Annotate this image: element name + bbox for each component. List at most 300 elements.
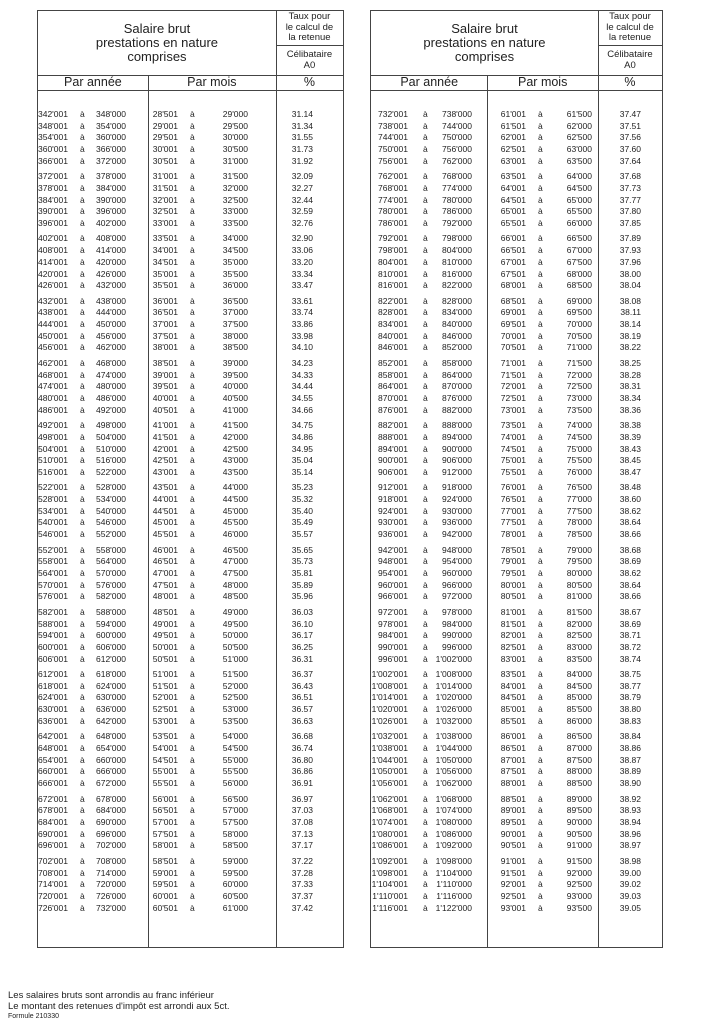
month-to: 29'500 — [222, 120, 248, 131]
month-from: 86'001 — [500, 731, 526, 742]
rate-percent: 38.75 — [619, 669, 641, 680]
separator: à — [423, 669, 428, 680]
year-from: 354'001 — [38, 132, 68, 143]
rate-percent: 36.43 — [291, 680, 313, 691]
separator: à — [190, 579, 195, 590]
separator: à — [423, 194, 428, 205]
year-to: 690'000 — [96, 816, 126, 827]
rate-percent: 32.44 — [291, 194, 313, 205]
month-to: 66'000 — [566, 217, 592, 228]
month-to: 60'000 — [222, 879, 248, 890]
header-gross-salary: Salaire brut prestations en nature comprises — [371, 11, 599, 75]
year-from: 450'001 — [38, 330, 68, 341]
year-to: 588'000 — [96, 606, 126, 617]
separator: à — [423, 505, 428, 516]
month-to: 67'500 — [566, 256, 592, 267]
rate-percent: 31.73 — [291, 144, 313, 155]
separator: à — [423, 295, 428, 306]
separator: à — [423, 342, 428, 353]
year-to: 1'050'000 — [435, 754, 472, 765]
year-from: 942'001 — [378, 544, 408, 555]
month-from: 81'001 — [500, 606, 526, 617]
month-to: 76'000 — [566, 466, 592, 477]
year-to: 924'000 — [442, 494, 472, 505]
separator: à — [190, 319, 195, 330]
separator: à — [80, 280, 85, 291]
rate-percent: 31.34 — [291, 120, 313, 131]
month-to: 60'500 — [222, 890, 248, 901]
month-from: 59'501 — [152, 879, 178, 890]
table-row — [371, 280, 662, 292]
separator: à — [80, 591, 85, 602]
table-row — [38, 432, 343, 444]
month-to: 32'000 — [222, 182, 248, 193]
table-row — [38, 856, 343, 868]
month-to: 55'000 — [222, 754, 248, 765]
separator: à — [190, 680, 195, 691]
separator: à — [80, 256, 85, 267]
separator: à — [423, 482, 428, 493]
rate-percent: 38.66 — [619, 591, 641, 602]
year-from: 1'008'001 — [371, 680, 408, 691]
rate-percent: 38.69 — [619, 556, 641, 567]
separator: à — [538, 591, 543, 602]
month-to: 83'000 — [566, 641, 592, 652]
rate-percent: 38.60 — [619, 494, 641, 505]
table-row — [371, 405, 662, 417]
separator: à — [190, 256, 195, 267]
year-from: 390'001 — [38, 206, 68, 217]
year-from: 846'001 — [378, 342, 408, 353]
month-from: 42'501 — [152, 455, 178, 466]
month-to: 51'500 — [222, 669, 248, 680]
table-row — [38, 766, 343, 778]
month-from: 64'501 — [500, 194, 526, 205]
row-group — [38, 794, 343, 852]
month-from: 54'001 — [152, 743, 178, 754]
month-to: 36'000 — [222, 280, 248, 291]
table-row — [371, 393, 662, 405]
year-from: 930'001 — [378, 517, 408, 528]
year-to: 894'000 — [442, 431, 472, 442]
rate-percent: 37.80 — [619, 206, 641, 217]
table-row — [371, 903, 662, 915]
rate-percent: 38.69 — [619, 618, 641, 629]
month-to: 43'000 — [222, 455, 248, 466]
year-from: 888'001 — [378, 431, 408, 442]
month-to: 77'000 — [566, 494, 592, 505]
separator: à — [190, 132, 195, 143]
month-to: 78'000 — [566, 517, 592, 528]
rate-percent: 38.71 — [619, 630, 641, 641]
year-to: 396'000 — [96, 206, 126, 217]
row-group — [38, 109, 343, 167]
separator: à — [423, 245, 428, 256]
table-row — [38, 455, 343, 467]
year-from: 540'001 — [38, 517, 68, 528]
separator: à — [423, 867, 428, 878]
separator: à — [190, 855, 195, 866]
table-row — [371, 517, 662, 529]
year-from: 384'001 — [38, 194, 68, 205]
month-to: 71'000 — [566, 342, 592, 353]
separator: à — [538, 357, 543, 368]
year-from: 342'001 — [38, 109, 68, 119]
separator: à — [538, 731, 543, 742]
month-from: 85'001 — [500, 704, 526, 715]
year-from: 690'001 — [38, 828, 68, 839]
month-to: 78'500 — [566, 529, 592, 540]
separator: à — [538, 828, 543, 839]
row-group — [371, 296, 662, 354]
separator: à — [80, 680, 85, 691]
month-from: 41'501 — [152, 431, 178, 442]
separator: à — [423, 109, 428, 119]
separator: à — [423, 778, 428, 789]
year-from: 624'001 — [38, 692, 68, 703]
table-row — [371, 132, 662, 144]
table-row — [371, 257, 662, 269]
rate-percent: 38.43 — [619, 443, 641, 454]
separator: à — [538, 256, 543, 267]
month-to: 70'500 — [566, 330, 592, 341]
separator: à — [80, 579, 85, 590]
table-row — [371, 245, 662, 257]
month-to: 87'500 — [566, 754, 592, 765]
month-to: 61'500 — [566, 109, 592, 119]
rate-percent: 37.37 — [291, 890, 313, 901]
table-row — [371, 156, 662, 168]
year-to: 372'000 — [96, 155, 126, 166]
row-group — [371, 545, 662, 603]
year-from: 726'001 — [38, 902, 68, 913]
table-row — [38, 331, 343, 343]
year-from: 408'001 — [38, 245, 68, 256]
table-row — [38, 467, 343, 479]
separator: à — [423, 579, 428, 590]
rate-percent: 38.98 — [619, 855, 641, 866]
month-from: 43'001 — [152, 466, 178, 477]
separator: à — [423, 805, 428, 816]
year-from: 414'001 — [38, 256, 68, 267]
month-to: 91'500 — [566, 855, 592, 866]
table-row — [371, 144, 662, 156]
month-to: 92'000 — [566, 867, 592, 878]
month-from: 38'501 — [152, 357, 178, 368]
rate-percent: 37.03 — [291, 805, 313, 816]
year-to: 654'000 — [96, 743, 126, 754]
year-to: 978'000 — [442, 606, 472, 617]
year-to: 762'000 — [442, 155, 472, 166]
rate-percent: 38.89 — [619, 766, 641, 777]
month-to: 77'500 — [566, 505, 592, 516]
separator: à — [190, 342, 195, 353]
rate-percent: 37.64 — [619, 155, 641, 166]
year-to: 1'008'000 — [435, 669, 472, 680]
separator: à — [190, 556, 195, 567]
separator: à — [423, 754, 428, 765]
year-from: 1'032'001 — [371, 731, 408, 742]
month-from: 88'001 — [500, 778, 526, 789]
footer-notes — [8, 990, 230, 1021]
year-to: 384'000 — [96, 182, 126, 193]
month-from: 61'001 — [500, 109, 526, 119]
table-row — [38, 506, 343, 518]
rate-percent: 37.93 — [619, 245, 641, 256]
separator: à — [80, 342, 85, 353]
year-to: 774'000 — [442, 182, 472, 193]
month-from: 82'001 — [500, 630, 526, 641]
rate-percent: 39.05 — [619, 902, 641, 913]
table-row — [38, 545, 343, 557]
year-to: 666'000 — [96, 766, 126, 777]
month-to: 64'000 — [566, 171, 592, 182]
month-from: 74'501 — [500, 443, 526, 454]
year-to: 1'032'000 — [435, 715, 472, 726]
month-from: 90'501 — [500, 840, 526, 851]
year-to: 852'000 — [442, 342, 472, 353]
rate-percent: 39.03 — [619, 890, 641, 901]
separator: à — [80, 828, 85, 839]
year-to: 804'000 — [442, 245, 472, 256]
rate-percent: 33.47 — [291, 280, 313, 291]
month-to: 53'000 — [222, 704, 248, 715]
table-row — [38, 132, 343, 144]
table-row — [371, 817, 662, 829]
table-row — [38, 370, 343, 382]
year-from: 1'068'001 — [371, 805, 408, 816]
separator: à — [80, 455, 85, 466]
table-row — [371, 381, 662, 393]
table-row — [371, 195, 662, 207]
separator: à — [423, 828, 428, 839]
rate-percent: 36.37 — [291, 669, 313, 680]
separator: à — [190, 307, 195, 318]
month-to: 93'500 — [566, 902, 592, 913]
table-row — [371, 669, 662, 681]
year-to: 420'000 — [96, 256, 126, 267]
separator: à — [423, 155, 428, 166]
separator: à — [80, 793, 85, 804]
month-to: 41'000 — [222, 404, 248, 415]
row-group — [38, 171, 343, 229]
month-from: 53'001 — [152, 715, 178, 726]
rate-percent: 34.33 — [291, 369, 313, 380]
table-row — [38, 903, 343, 915]
month-to: 29'000 — [222, 109, 248, 119]
year-to: 480'000 — [96, 381, 126, 392]
month-to: 52'500 — [222, 692, 248, 703]
year-from: 438'001 — [38, 307, 68, 318]
month-from: 85'501 — [500, 715, 526, 726]
separator: à — [423, 171, 428, 182]
separator: à — [423, 529, 428, 540]
month-from: 66'501 — [500, 245, 526, 256]
year-to: 840'000 — [442, 319, 472, 330]
separator: à — [190, 109, 195, 119]
month-to: 38'500 — [222, 342, 248, 353]
month-from: 52'501 — [152, 704, 178, 715]
month-from: 40'501 — [152, 404, 178, 415]
year-from: 1'050'001 — [371, 766, 408, 777]
separator: à — [538, 404, 543, 415]
month-from: 49'501 — [152, 630, 178, 641]
separator: à — [80, 132, 85, 143]
separator: à — [423, 307, 428, 318]
month-to: 39'000 — [222, 357, 248, 368]
year-from: 786'001 — [378, 217, 408, 228]
month-to: 55'500 — [222, 766, 248, 777]
year-to: 1'020'000 — [435, 692, 472, 703]
month-from: 56'501 — [152, 805, 178, 816]
rate-percent: 34.10 — [291, 342, 313, 353]
rate-percent: 38.62 — [619, 505, 641, 516]
year-from: 516'001 — [38, 466, 68, 477]
separator: à — [538, 902, 543, 913]
separator: à — [80, 393, 85, 403]
year-from: 936'001 — [378, 529, 408, 540]
separator: à — [80, 171, 85, 182]
year-from: 732'001 — [378, 109, 408, 119]
table-row — [371, 794, 662, 806]
year-from: 426'001 — [38, 280, 68, 291]
rate-percent: 38.83 — [619, 715, 641, 726]
separator: à — [80, 840, 85, 851]
year-to: 954'000 — [442, 556, 472, 567]
month-from: 48'001 — [152, 591, 178, 602]
year-from: 1'104'001 — [371, 879, 408, 890]
month-to: 86'500 — [566, 731, 592, 742]
year-from: 1'020'001 — [371, 704, 408, 715]
month-from: 58'501 — [152, 855, 178, 866]
rate-percent: 38.25 — [619, 357, 641, 368]
table-row — [371, 868, 662, 880]
month-to: 62'000 — [566, 120, 592, 131]
year-to: 348'000 — [96, 109, 126, 119]
month-to: 58'500 — [222, 840, 248, 851]
month-from: 31'001 — [152, 171, 178, 182]
year-to: 822'000 — [442, 280, 472, 291]
separator: à — [190, 754, 195, 765]
rate-percent: 36.74 — [291, 743, 313, 754]
separator: à — [538, 194, 543, 205]
separator: à — [190, 120, 195, 131]
year-from: 684'001 — [38, 816, 68, 827]
separator: à — [190, 606, 195, 617]
rate-percent: 37.60 — [619, 144, 641, 155]
month-from: 83'501 — [500, 669, 526, 680]
separator: à — [190, 171, 195, 182]
year-from: 462'001 — [38, 357, 68, 368]
month-from: 65'001 — [500, 206, 526, 217]
month-to: 34'500 — [222, 245, 248, 256]
rate-percent: 34.75 — [291, 420, 313, 431]
table-row — [371, 206, 662, 218]
separator: à — [80, 357, 85, 368]
month-to: 46'000 — [222, 529, 248, 540]
year-from: 876'001 — [378, 404, 408, 415]
separator: à — [80, 766, 85, 777]
table-row — [371, 494, 662, 506]
separator: à — [80, 245, 85, 256]
separator: à — [538, 431, 543, 442]
month-from: 44'001 — [152, 494, 178, 505]
rate-percent: 35.40 — [291, 505, 313, 516]
separator: à — [80, 704, 85, 715]
year-to: 768'000 — [442, 171, 472, 182]
year-to: 738'000 — [442, 109, 472, 119]
month-to: 37'500 — [222, 319, 248, 330]
separator: à — [423, 217, 428, 228]
month-from: 59'001 — [152, 867, 178, 878]
rate-percent: 35.32 — [291, 494, 313, 505]
year-from: 480'001 — [38, 393, 68, 403]
header-rate: Taux pour le calcul de la retenue — [276, 11, 343, 46]
separator: à — [190, 731, 195, 742]
table-row — [371, 607, 662, 619]
separator: à — [190, 369, 195, 380]
month-to: 43'500 — [222, 466, 248, 477]
year-to: 354'000 — [96, 120, 126, 131]
month-to: 58'000 — [222, 828, 248, 839]
year-from: 1'116'001 — [372, 902, 408, 913]
table-row — [38, 692, 343, 704]
year-from: 654'001 — [38, 754, 68, 765]
month-to: 42'000 — [222, 431, 248, 442]
month-to: 47'000 — [222, 556, 248, 567]
separator: à — [423, 393, 428, 403]
separator: à — [538, 381, 543, 392]
header-gross-salary: Salaire brut prestations en nature comprises — [38, 11, 277, 75]
year-from: 642'001 — [38, 731, 68, 742]
month-to: 31'500 — [222, 171, 248, 182]
separator: à — [538, 233, 543, 244]
separator: à — [80, 641, 85, 652]
year-to: 810'000 — [442, 256, 472, 267]
table-row — [371, 121, 662, 133]
rate-percent: 36.03 — [291, 606, 313, 617]
month-to: 64'500 — [566, 182, 592, 193]
month-to: 47'500 — [222, 568, 248, 579]
separator: à — [190, 766, 195, 777]
separator: à — [190, 381, 195, 392]
table-row — [38, 568, 343, 580]
rate-percent: 32.59 — [291, 206, 313, 217]
rate-percent: 37.42 — [291, 902, 313, 913]
table-row — [371, 370, 662, 382]
rate-percent: 33.34 — [291, 268, 313, 279]
separator: à — [80, 109, 85, 119]
rate-percent: 38.38 — [619, 420, 641, 431]
separator: à — [423, 902, 428, 913]
year-from: 1'098'001 — [371, 867, 408, 878]
year-to: 522'000 — [96, 466, 126, 477]
table-row — [38, 393, 343, 405]
table-row — [371, 778, 662, 790]
year-to: 390'000 — [96, 194, 126, 205]
year-to: 492'000 — [96, 404, 126, 415]
month-to: 86'000 — [566, 715, 592, 726]
month-from: 66'001 — [500, 233, 526, 244]
table-row — [371, 591, 662, 603]
separator: à — [190, 505, 195, 516]
table-row — [371, 704, 662, 716]
month-to: 89'500 — [566, 805, 592, 816]
separator: à — [423, 466, 428, 477]
rate-percent: 33.74 — [291, 307, 313, 318]
table-row — [38, 607, 343, 619]
month-from: 38'001 — [152, 342, 178, 353]
